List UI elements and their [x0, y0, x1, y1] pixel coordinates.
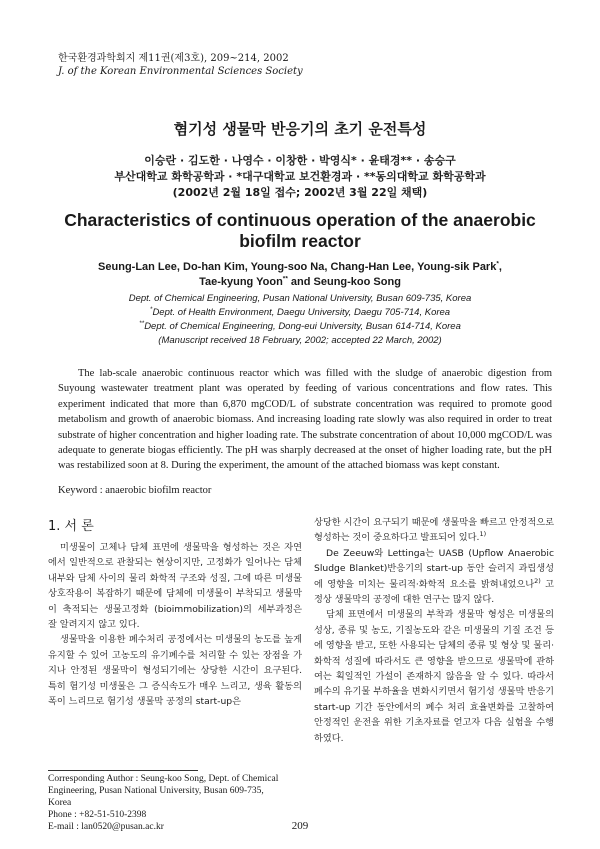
intro-paragraph-3 — [314, 515, 554, 546]
affiliation-mark-3: ** — [139, 319, 145, 327]
title-english: Characteristics of continuous operation of the anaerobic biofilm reactor — [64, 210, 536, 251]
authors-english: Seung-Lan Lee, Do-han Kim, Young-soo Na, Chang-Han Lee, Young-sik Park*, Tae-kyung Yoon** and Seung-koo Song — [98, 260, 502, 288]
page-number: 209 — [291, 820, 309, 832]
authors-korean: 이승란 · 김도한 · 나영수 · 이창한 · 박영식* · 윤태경** · 송승구 — [144, 154, 456, 167]
journal-citation-ko: 한국환경과학회지 제11권(제3호), 209~214, 2002 — [58, 53, 289, 64]
intro-paragraph-3-text: 상당한 시간이 요구되기 때문에 생물막을 빠르고 안정적으로 형성하는 것이 중요하다고 발표되어 있다. — [314, 517, 554, 544]
footnote-email: E-mail : lan0520@pusan.ac.kr — [48, 822, 164, 832]
footnote-line-1: Corresponding Author : Seung-koo Song, Dept. of Chemical — [48, 774, 279, 784]
journal-name-en: J. of the Korean Environmental Sciences Society — [58, 66, 303, 77]
authors-line-2b: and Seung-koo Song — [287, 276, 401, 288]
authors-line-2a: Tae-kyung Yoon — [199, 276, 283, 288]
intro-paragraph-1: 미생물이 고체나 담체 표면에 생물막을 형성하는 것은 자연에서 일반적으로 관찰되는 현상이지만, 고정화가 일어나는 담체 내부와 담체 사이의 물리 화학적 구조와 성질, 그에 따른 미생물 상호작용이 복잡하기 때문에 담체에 미생물이 부착되고 생물막이 축적되는 생물고정화 (bioimmobilization)의 세부과정은 잘 알려지지 않고 있다. — [48, 542, 302, 631]
footnote-phone: Phone : +82-51-510-2398 — [48, 810, 147, 820]
journal-header — [58, 52, 303, 78]
footnote-divider — [48, 770, 198, 771]
reference-mark-2: 2) — [534, 576, 541, 585]
footnote-line-3: Korea — [48, 798, 72, 808]
abstract — [58, 366, 552, 474]
left-column — [48, 515, 302, 709]
intro-body-left — [48, 540, 302, 709]
intro-paragraph-5: 담체 표면에서 미생물의 부착과 생물막 형성은 미생물의 성상, 종류 및 농도, 기질농도와 같은 미생물의 기질 조건 등에 영향을 받고, 또한 사용되는 담체의 종류 및 형상 및 물리·화학적 성질에 따라서도 큰 영향을 받으므로 생물막에 관하여는 획일적인 가설이 존재하지 않음을 알 수 있다. 따라서 폐수의 유기물 부하율을 변화시키면서 혐기성 생물막 반응기 start-up 기간 동안에서의 폐수 처리 효율변화를 고찰하여 안정적인 운전을 위한 기초자료를 얻고자 다음 실험을 수행하였다. — [314, 609, 554, 744]
intro-paragraph-4 — [314, 546, 554, 608]
keywords: Keyword : anaerobic biofilm reactor — [58, 485, 212, 496]
authors-line-1: Seung-Lan Lee, Do-han Kim, Young-soo Na, Chang-Han Lee, Young-sik Park — [98, 261, 497, 273]
author-mark-1: * — [496, 260, 499, 268]
affiliation-2: Dept. of Health Environment, Daegu University, Daegu 705-714, Korea — [152, 307, 451, 318]
section-heading-introduction: 1. 서 론 — [48, 519, 94, 534]
intro-paragraph-4-text: De Zeeuw와 Lettinga는 UASB (Upflow Anaerobic Sludge Blanket)반응기의 start-up 동안 슬러지 과립생성에 영향을 미치는 물리적·화학적 요소를 밝혀내었으나 — [314, 547, 554, 590]
affiliations-english — [60, 292, 540, 348]
author-mark-2: ** — [282, 275, 288, 283]
footnote-line-2: Engineering, Pusan National University, Busan 609-735, — [48, 786, 264, 796]
affiliation-1: Dept. of Chemical Engineering, Pusan National University, Busan 609-735, Korea — [128, 293, 472, 304]
dates-korean: (2002년 2월 18일 접수; 2002년 3월 22일 채택) — [172, 186, 428, 199]
title-korean: 혐기성 생물막 반응기의 초기 운전특성 — [173, 120, 427, 138]
affiliation-3: Dept. of Chemical Engineering, Dong-eui University, Busan 614-714, Korea — [144, 321, 461, 332]
intro-paragraph-4-tail: 고정상 생물막의 공정에 대한 연구는 많지 않다. — [314, 578, 555, 606]
manuscript-dates: (Manuscript received 18 February, 2002; accepted 22 March, 2002) — [158, 335, 442, 346]
intro-body-right — [314, 515, 554, 746]
affiliation-mark-2: * — [149, 305, 153, 313]
right-column — [314, 515, 554, 746]
affiliations-korean: 부산대학교 화학공학과 · *대구대학교 보건환경과 · **동의대학교 화학공학과 — [114, 170, 486, 183]
intro-paragraph-2: 생물막을 이용한 폐수처리 공정에서는 미생물의 농도를 높게 유지할 수 있어 고농도의 유기폐수를 처리할 수 있는 장점을 가지나 안정된 생물막이 형성되기에는 상당한 시간이 요구된다. 특히 혐기성 미생물은 그 증식속도가 매우 느리고, 생육 활동의 폭이 느리므로 혐기성 생물막 공정의 start-up은 — [48, 634, 302, 708]
abstract-text: The lab-scale anaerobic continuous reactor which was filled with the sludge of anaerobic digestion from Suyoung wastewater treatment plant was operated by feeding of various concentrations and flow rates. This experiment indicated that more than 6,870 mgCOD/L of substrate concentration was required to promote good metabolism and growth of anaerobic biomass. And increasing loading rate slowly was also required in order to treat substrate of higher concentration and higher loading rate. The substrate concentration of about 10,000 mgCOD/L was adequate to generate biogas efficiently. The pH was sharply decreased at the onset of higher loading rate, but the pH was restabilized soon at 8. During the experiment, the amount of the attached biomass was kept constant. — [58, 368, 552, 472]
reference-mark-1: 1) — [479, 530, 487, 539]
